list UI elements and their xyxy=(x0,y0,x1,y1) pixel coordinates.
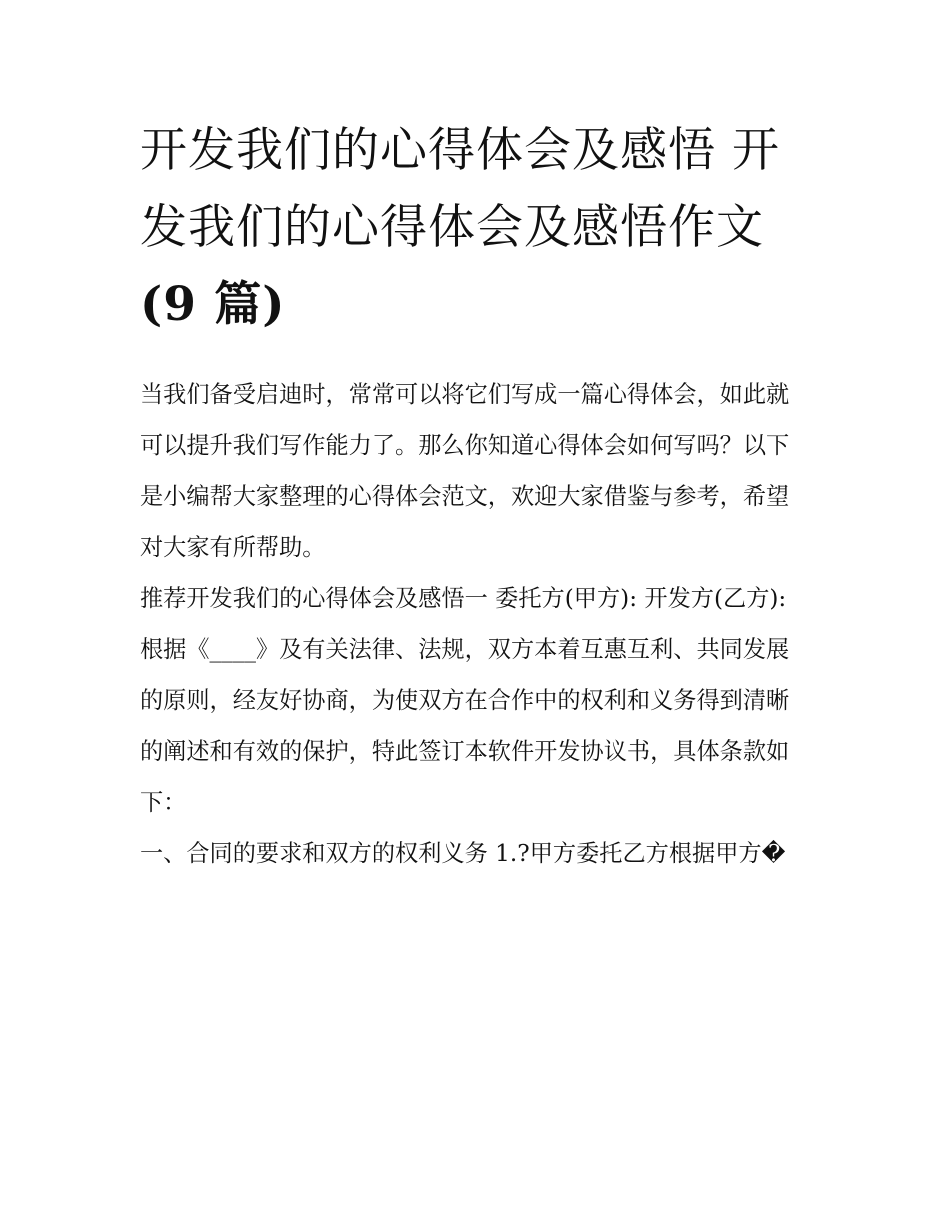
parties-paragraph: 推荐开发我们的心得体会及感悟一 委托方(甲方): 开发方(乙方): xyxy=(140,585,787,612)
document-body xyxy=(140,112,812,879)
document-title-text: 开发我们的心得体会及感悟 开发我们的心得体会及感悟作文 xyxy=(140,123,780,255)
intro-paragraph: 当我们备受启迪时，常常可以将它们写成一篇心得体会，如此就可以提升我们写作能力了。那么你知道心得体会如何写吗？以下是小编帮大家整理的心得体会范文，欢迎大家借鉴与参考，希望对大家有所帮助。 xyxy=(140,381,790,561)
agreement-basis-paragraph: 根据《____》及有关法律、法规，双方本着互惠互利、共同发展的原则，经友好协商，为使双方在合作中的权利和义务得到清晰的阐述和有效的保护，特此签订本软件开发协议书，具体条款如下： xyxy=(140,636,790,816)
document-title xyxy=(140,112,812,343)
document-title-count: (9 篇) xyxy=(140,277,286,332)
contract-terms-paragraph: 一、合同的要求和双方的权利义务 1.?甲方委托乙方根据甲方� xyxy=(140,840,786,867)
